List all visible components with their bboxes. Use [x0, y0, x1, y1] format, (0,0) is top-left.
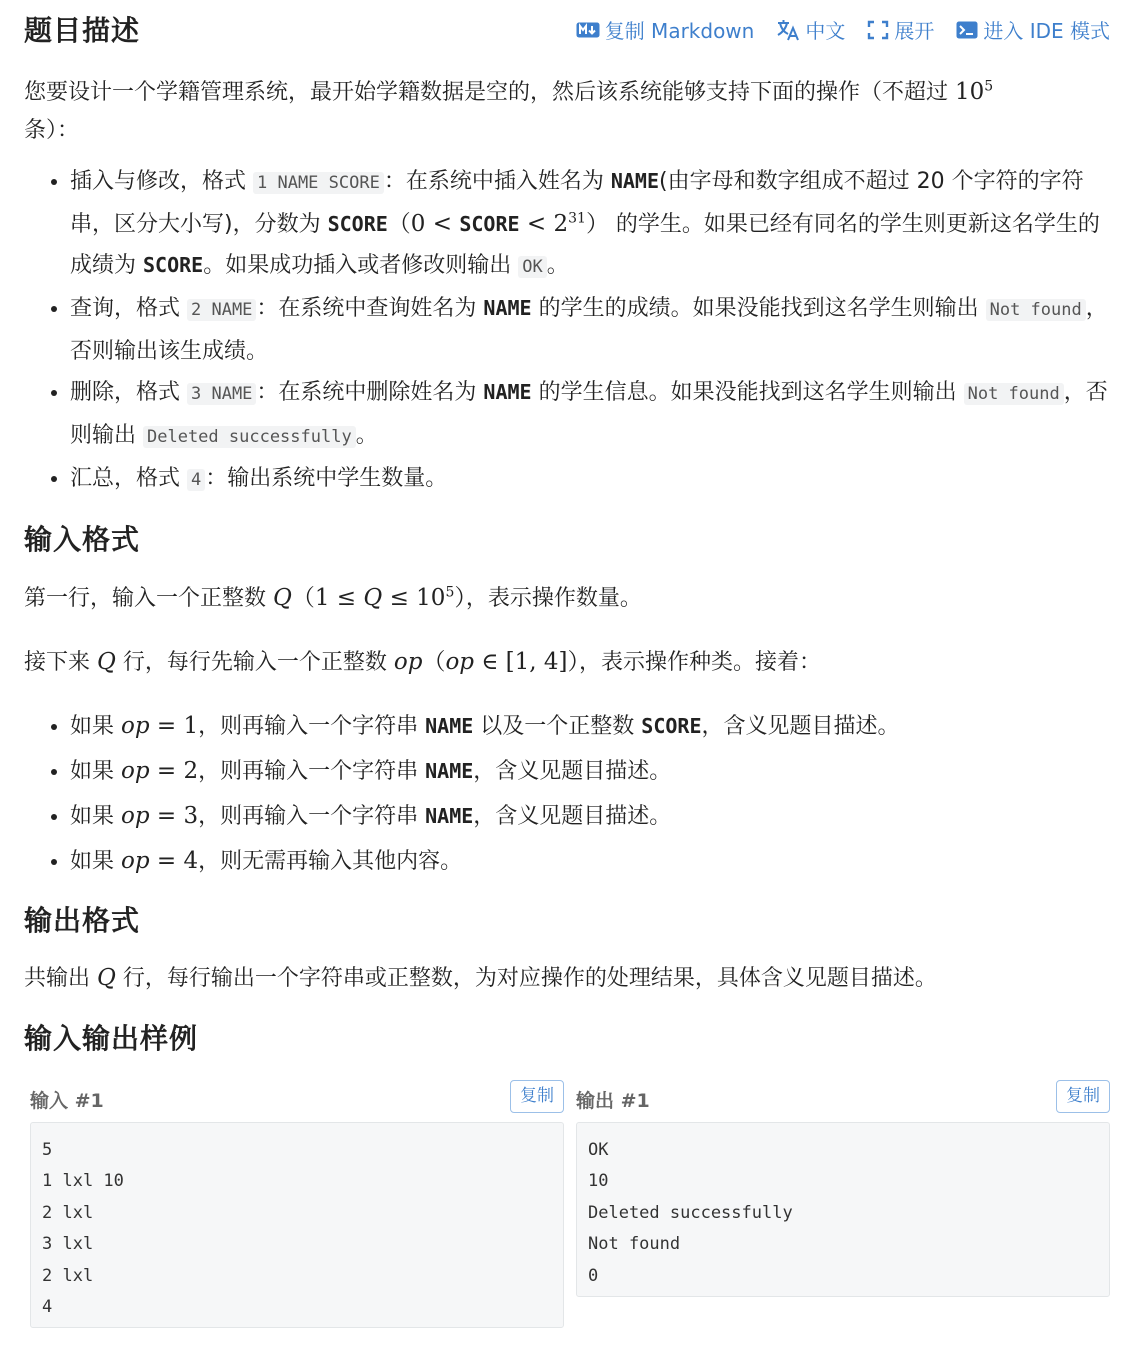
section-title-samples: 输入输出样例: [24, 1022, 199, 1056]
input-p1-var: Q: [273, 584, 292, 611]
op4-cond-var: op: [121, 847, 150, 874]
list-item-query: [70, 288, 1110, 372]
op1-range-lt1: <: [425, 211, 460, 237]
list-item-op2: [70, 749, 1110, 794]
language-toggle[interactable]: [776, 15, 845, 44]
input-p2-end: ，表示操作种类。接着：: [579, 649, 822, 675]
op2-code: 2 NAME: [187, 299, 256, 321]
section-title-output-format: 输出格式: [24, 903, 141, 937]
copy-input-button[interactable]: 复制: [510, 1080, 564, 1113]
intro-text: 您要设计一个学籍管理系统，最开始学籍数据是空的，然后该系统能够支持下面的操作（不超过: [24, 80, 955, 105]
expand-label: 展开: [894, 19, 935, 43]
translate-icon: [776, 19, 800, 41]
op1-text2: (由字母和数字组成不超过 20 个字符的字符串，区分大小写)，分数为: [70, 169, 1084, 237]
copy-markdown-label: 复制 Markdown: [604, 19, 755, 43]
op2-cond-name: NAME: [425, 758, 474, 783]
input-op-list: [24, 704, 1110, 884]
sample-output-label: 输出 #1: [576, 1089, 650, 1112]
op1-ok-code: OK: [518, 256, 546, 278]
op4-text: ：输出系统中学生数量。: [205, 466, 448, 491]
op2-cond-text2: ，含义见题目描述。: [473, 758, 672, 784]
op1-range: [388, 211, 609, 237]
sample-input: [30, 1080, 564, 1328]
op3-cond-math: [121, 803, 198, 829]
op2-cond-math: [121, 758, 198, 784]
op3-cond-num: 3: [183, 802, 199, 829]
input-p1-close: ）: [454, 584, 466, 611]
section-title-input-format: 输入格式: [24, 523, 141, 556]
description-intro: [24, 73, 1110, 150]
op3-deleted-code: Deleted successfully: [143, 426, 356, 448]
operation-list: [24, 161, 1110, 501]
intro-math: [955, 79, 993, 105]
op1-cond-num: 1: [183, 712, 199, 739]
op4-cond-eq: =: [149, 847, 184, 874]
op1-code: 1 NAME SCORE: [253, 172, 384, 194]
expand-button[interactable]: [867, 15, 934, 44]
op1-range-lt2: <: [519, 211, 554, 237]
input-p2-op-math: [394, 649, 579, 675]
op3-cond-var: op: [121, 802, 150, 829]
input-p2-var: Q: [97, 648, 116, 675]
input-p1-pow-exp: 5: [445, 583, 455, 600]
input-p1-pow-base: 10: [416, 584, 446, 611]
op1-cond-score: SCORE: [641, 713, 702, 738]
op3-text2: 的学生信息。如果没能找到这名学生则输出: [531, 380, 964, 405]
section-title-description: 题目描述: [24, 14, 141, 47]
input-p1-one: 1: [314, 584, 330, 611]
expand-icon: [867, 20, 889, 40]
enter-ide-label: 进入 IDE 模式: [983, 19, 1110, 43]
op1-range-open: （: [387, 211, 411, 237]
op3-cond-name: NAME: [425, 803, 474, 828]
op1-text3: 的学生。如果已经有同名的学生则更新这名学生的成绩为: [70, 212, 1100, 278]
op1-prefix: 插入与修改，格式: [70, 169, 253, 194]
list-item-op4: [70, 839, 1110, 884]
op2-text1: ：在系统中查询姓名为: [256, 296, 484, 321]
action-bar: [576, 15, 1110, 44]
op1-cond-text2: 以及一个正整数: [473, 713, 642, 739]
op3-text1: ：在系统中删除姓名为: [256, 380, 484, 405]
input-p1-le2: ≤: [382, 584, 417, 611]
input-format-line1: [24, 579, 1110, 618]
input-p2-var-math: [97, 649, 116, 675]
op1-text4: 。如果成功插入或者修改则输出: [203, 253, 519, 278]
op1-score: SCORE: [327, 212, 388, 236]
enter-ide-button[interactable]: [956, 15, 1110, 44]
input-p1-math: [273, 585, 466, 611]
list-item-summary: [70, 458, 1110, 501]
input-p1-q: Q: [363, 584, 383, 611]
op1-cond-var: op: [121, 712, 150, 739]
op1-name: NAME: [610, 169, 659, 193]
op2-name: NAME: [483, 296, 532, 320]
input-p1-end: ，表示操作数量。: [465, 585, 642, 611]
op4-cond-text1: ，则无需再输入其他内容。: [198, 848, 463, 874]
op2-text2: 的学生的成绩。如果没能找到这名学生则输出: [531, 296, 986, 321]
op1-cond-eq: =: [149, 712, 184, 739]
op3-prefix: 删除，格式: [70, 380, 187, 405]
op3-cond-prefix: 如果: [70, 803, 121, 829]
list-item-delete: [70, 372, 1110, 458]
op1-cond-prefix: 如果: [70, 713, 121, 739]
sample-output-code[interactable]: OK 10 Deleted successfully Not found 0: [576, 1122, 1110, 1297]
list-item-insert: [70, 161, 1110, 288]
sample-input-label: 输入 #1: [30, 1089, 104, 1112]
markdown-icon: [576, 22, 600, 38]
output-var-math: [97, 965, 116, 991]
op1-score2: SCORE: [143, 253, 204, 277]
op4-code: 4: [187, 469, 205, 491]
input-p2-op: op: [393, 648, 423, 675]
copy-output-button[interactable]: 复制: [1056, 1080, 1110, 1113]
op2-cond-text1: ，则再输入一个字符串: [198, 758, 426, 784]
op1-cond-text3: ，含义见题目描述。: [701, 713, 900, 739]
top-bar: [24, 0, 1110, 60]
sample-input-code[interactable]: 5 1 lxl 10 2 lxl 3 lxl 2 lxl 4: [30, 1122, 564, 1328]
copy-markdown-button[interactable]: [576, 15, 755, 44]
input-p2-op2: op: [445, 648, 475, 675]
op1-range-score: SCORE: [459, 212, 520, 236]
list-item-op3: [70, 794, 1110, 839]
op1-range-zero: 0: [410, 211, 426, 237]
list-item-op1: [70, 704, 1110, 749]
op2-prefix: 查询，格式: [70, 296, 187, 321]
op2-cond-num: 2: [183, 757, 199, 784]
op1-end: 。: [546, 253, 569, 278]
op1-pow-exp: 31: [568, 210, 586, 227]
op4-prefix: 汇总，格式: [70, 466, 187, 491]
op1-cond-math: [121, 713, 198, 739]
op3-code: 3 NAME: [187, 383, 256, 405]
input-p2-close: ）: [567, 648, 580, 675]
op2-notfound-code: Not found: [986, 299, 1086, 321]
input-p2-open: （: [422, 648, 446, 675]
op2-cond-eq: =: [149, 757, 184, 784]
op2-text3: ，否则输出该生成绩。: [70, 296, 1108, 364]
input-p2-in: ∈: [474, 648, 506, 675]
op2-cond-prefix: 如果: [70, 758, 121, 784]
terminal-icon: [956, 21, 978, 39]
input-p1-le1: ≤: [329, 584, 364, 611]
op1-text1: ：在系统中插入姓名为: [383, 169, 611, 194]
input-p1-prefix: 第一行，输入一个正整数: [24, 585, 273, 611]
op1-cond-name: NAME: [425, 713, 474, 738]
input-p1-open: （: [291, 584, 315, 611]
sample-io: [24, 1080, 1110, 1328]
language-label: 中文: [805, 19, 846, 43]
output-text: 行，每行输出一个字符串或正整数，为对应操作的处理结果，具体含义见题目描述。: [115, 966, 937, 992]
intro-end: 条）：: [24, 118, 80, 143]
op3-text3: ，否则输出: [70, 380, 1108, 448]
output-var: Q: [97, 965, 116, 992]
op2-cond-var: op: [121, 757, 150, 784]
op4-cond-prefix: 如果: [70, 848, 121, 874]
output-format-text: [24, 959, 1110, 998]
input-format-line2: [24, 643, 1110, 682]
op3-end: 。: [355, 423, 378, 448]
op1-range-close: ）: [585, 211, 609, 237]
op3-cond-text2: ，含义见题目描述。: [473, 803, 672, 829]
sample-output: [576, 1080, 1110, 1328]
op4-cond-num: 4: [183, 847, 199, 874]
op3-cond-text1: ，则再输入一个字符串: [198, 803, 426, 829]
sample-output-header: [576, 1080, 1110, 1122]
input-p2-text1: 行，每行先输入一个正整数: [115, 649, 394, 675]
output-prefix: 共输出: [24, 966, 97, 992]
op1-cond-text1: ，则再输入一个字符串: [198, 713, 426, 739]
op1-pow-base: 2: [553, 211, 569, 237]
op4-cond-math: [121, 848, 198, 874]
intro-math-exp: 5: [984, 78, 994, 95]
sample-input-header: [30, 1080, 564, 1122]
intro-math-base: 10: [955, 79, 985, 105]
op3-notfound-code: Not found: [964, 383, 1064, 405]
input-p2-prefix: 接下来: [24, 649, 97, 675]
op3-name: NAME: [483, 380, 532, 404]
op3-cond-eq: =: [149, 802, 184, 829]
input-p2-range: [1, 4]: [505, 648, 568, 675]
